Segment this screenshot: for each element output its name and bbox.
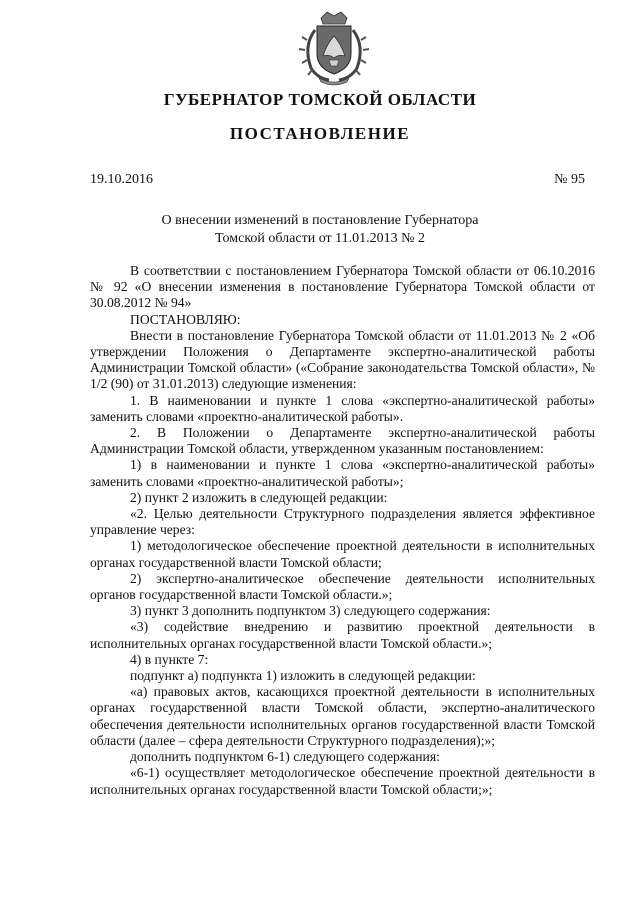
paragraph: В соответствии с постановлением Губернатора Томской области от 06.10.2016 № 92 «О внесении изменения в постановление Губернатора Томской области от 30.08.2012 № 94»	[90, 263, 595, 311]
document-subject	[0, 212, 640, 248]
paragraph: 3) пункт 3 дополнить подпунктом 3) следующего содержания:	[130, 603, 491, 619]
paragraph: подпункт а) подпункта 1) изложить в следующей редакции:	[130, 668, 476, 684]
paragraph: 2) пункт 2 изложить в следующей редакции:	[130, 489, 388, 505]
document-date: 19.10.2016	[90, 172, 153, 187]
paragraph: 2) экспертно-аналитическое обеспечение деятельности исполнительных органов государственной власти Томской области.»;	[90, 570, 595, 603]
paragraph: ПОСТАНОВЛЯЮ:	[130, 311, 241, 327]
paragraph: «а) правовых актов, касающихся проектной деятельности в исполнительных органах государственной власти Томской области, экспертно-аналитического обеспечения деятельности исполнительных органов государственной власти Томской области (далее – сфера деятельности Структурного подразделения);»;	[90, 684, 595, 748]
paragraph: дополнить подпунктом 6-1) следующего содержания:	[130, 749, 440, 765]
paragraph: «6-1) осуществляет методологическое обеспечение проектной деятельности в исполнительных органах государственной власти Томской области;»;	[90, 765, 595, 797]
paragraph: «2. Целью деятельности Структурного подразделения является эффективное управление через:	[90, 506, 595, 538]
coat-of-arms-icon	[297, 10, 371, 86]
subject-line: Томской области от 11.01.2013 № 2	[215, 231, 425, 246]
paragraph: Внести в постановление Губернатора Томской области от 11.01.2013 № 2 «Об утверждении Положения о Департаменте экспертно-аналитической работы Администрации Томской области» («Собрание законодательства Томской области», № 1/2 (90) от 31.01.2013) следующие изменения:	[90, 327, 595, 392]
subject-line: О внесении изменений в постановление Губернатора	[161, 213, 479, 228]
paragraph: 2. В Положении о Департаменте экспертно-аналитической работы Администрации Томской области, утвержденном указанным постановлением:	[90, 425, 595, 457]
paragraph: 1) методологическое обеспечение проектной деятельности в исполнительных органах государственной власти Томской области;	[90, 538, 595, 570]
paragraph: 1. В наименовании и пункте 1 слова «экспертно-аналитической работы» заменить словами «проектно-аналитической работы».	[90, 392, 595, 424]
organization-title: ГУБЕРНАТОР ТОМСКОЙ ОБЛАСТИ	[163, 90, 477, 109]
paragraph: 4) в пункте 7:	[130, 651, 209, 667]
document-type: ПОСТАНОВЛЕНИЕ	[229, 124, 411, 143]
paragraph: «3) содействие внедрению и развитию проектной деятельности в исполнительных органах государственной власти Томской области.»;	[90, 619, 595, 651]
document-body	[90, 263, 595, 798]
document-number: № 95	[554, 172, 585, 187]
paragraph: 1) в наименовании и пункте 1 слова «экспертно-аналитической работы» заменить словами «проектно-аналитической работы»;	[90, 457, 595, 489]
